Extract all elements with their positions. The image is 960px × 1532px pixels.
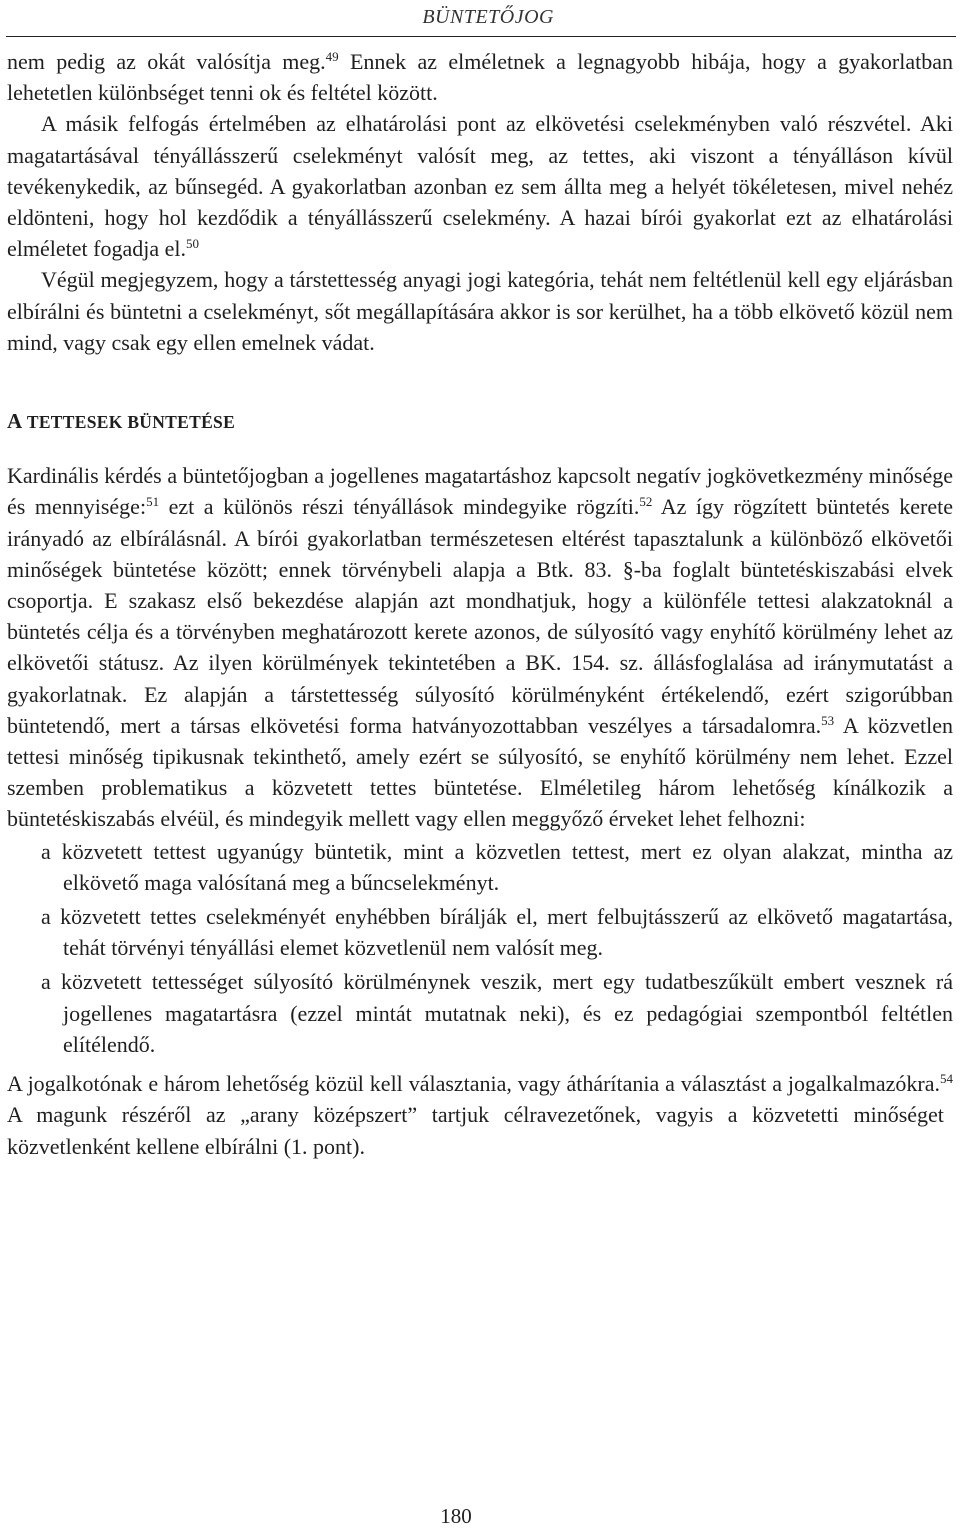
page-number: 180 [440,1504,472,1528]
footnote-ref-49[interactable]: 49 [325,49,339,64]
paragraph-text: A másik felfogás értelmében az elhatárolási pont az elkövetési cselekményben való részvétel. Aki magatartásával tényállásszerű cselekményt valósít meg, az tettes, aki viszont a tényálláson kívül tevékenykedik, az bűnsegéd. A gyakorlatban azonban ez sem állta meg a helyét tökéletesen, mivel nehéz eldönteni, hogy hol kezdődik a tényállásszerű cselekmény. A hazai bírói gyakorlat ezt az elhatárolási elméletet fogadja el. [7,111,953,262]
footnote-ref-54[interactable]: 54 [940,1071,953,1087]
paragraph-text: A jogalkotónak e három lehetőség közül kell választania, vagy áthárítania a választást a jogalkalmazókra. [7,1071,940,1097]
paragraph-text: nem pedig az okát valósítja meg. [7,49,326,74]
running-header: BÜNTETŐJOG [422,6,554,28]
footnote-ref-50[interactable]: 50 [185,236,199,252]
footnote-ref-53[interactable]: 53 [821,712,835,728]
header-rule [6,36,956,37]
paragraph-punishment [7,460,953,834]
paragraph-text: Az így rögzített büntetés kerete irányadó az elbírálásnál. A bírói gyakorlatban természetesen eltérést tapasztalunk a különböző elkövetői minőségek büntetése között; ennek törvénybeli alapja a Btk. 83. §-ba foglalt büntetéskiszabási elvek csoportja. E szakasz első bekezdése alapján azt mondhatjuk, hogy a különféle tettesi alakzatoknál a büntetés célja és a törvényben meghatározott kerete azonos, de súlyosító vagy enyhítő körülmény lehet az elkövetői státusz. Az ilyen körülmények tekintetében a BK. 154. sz. állásfoglalása ad iránymutatást a gyakorlatnak. Ez alapján a társtettesség súlyosító körülményként értékelendő, ezért szigorúbban büntetendő, mert a társas elkövetési forma hatványozottabban veszélyes a társadalomra. [7,494,953,738]
options-list [7,836,953,1060]
paragraph-legislator [7,1068,953,1162]
paragraph-text: Kardinális kérdés a büntetőjogban a jogellenes magatartáshoz kapcsolt negatív jogkövetkezmény minősége és mennyisége: [7,463,953,520]
page-content [7,46,953,1162]
heading-first-word: A [7,409,27,434]
heading-small-caps: TETTESEK BÜNTETÉSE [26,412,236,433]
list-item: a közvetett tettest ugyanúgy büntetik, mint a közvetlen tettest, mert ez olyan alakzat, mintha az elkövető maga valósítaná meg a bűncselekményt. [41,838,953,895]
paragraph-delimitation [7,108,953,264]
paragraph-text: ezt a különös részi tényállások mindegyike rögzíti. [159,494,640,520]
paragraph-continuation [7,46,953,108]
list-item: a közvetett tettes cselekményét enyhébben bírálják el, mert felbujtásszerű az elkövető magatartása, tehát törvényi tényállási elemet közvetlenül nem valósít meg. [41,904,953,961]
paragraph-text: Végül megjegyzem, hogy a társtettesség anyagi jogi kategória, tehát nem feltétlenül kell egy eljárásban elbírálni és büntetni a cselekményt, sőt megállapítására akkor is sor kerülhet, ha a több elkövető közül nem mind, vagy csak egy ellen emelnek vádat. [7,267,953,355]
paragraph-conclusion [7,264,953,358]
paragraph-text: A magunk részéről az „arany középszert” tartjuk célravezetőnek, vagyis a közvetetti minőséget közvetlenként kellene elbírálni (1. pont). [7,1102,944,1159]
footnote-ref-51[interactable]: 51 [146,494,160,510]
paragraph-text: Ennek az elméletnek a legnagyobb hibája, hogy a gyakorlatban lehetetlen különbséget tenni ok és feltétel között. [7,49,953,106]
section-heading [7,406,953,438]
footnote-ref-52[interactable]: 52 [639,494,653,510]
list-item: a közvetett tettességet súlyosító körülménynek veszik, mert egy tudatbeszűkült embert vesznek rá jogellenes magatartásra (ezzel mintát mutatnak neki), és ez pedagógiai szempontból feltétlen elítélendő. [41,969,953,1057]
paragraph-text: A közvetlen tettesi minőség tipikusnak tekinthető, amely ezért se súlyosító, se enyhítő körülmény nem lehet. Ezzel szemben problematikus a közvetett tettes büntetése. Elméletileg három lehetőség kínálkozik a büntetéskiszabás elvéül, és mindegyik mellett vagy ellen meggyőző érveket lehet felhozni: [7,712,953,832]
